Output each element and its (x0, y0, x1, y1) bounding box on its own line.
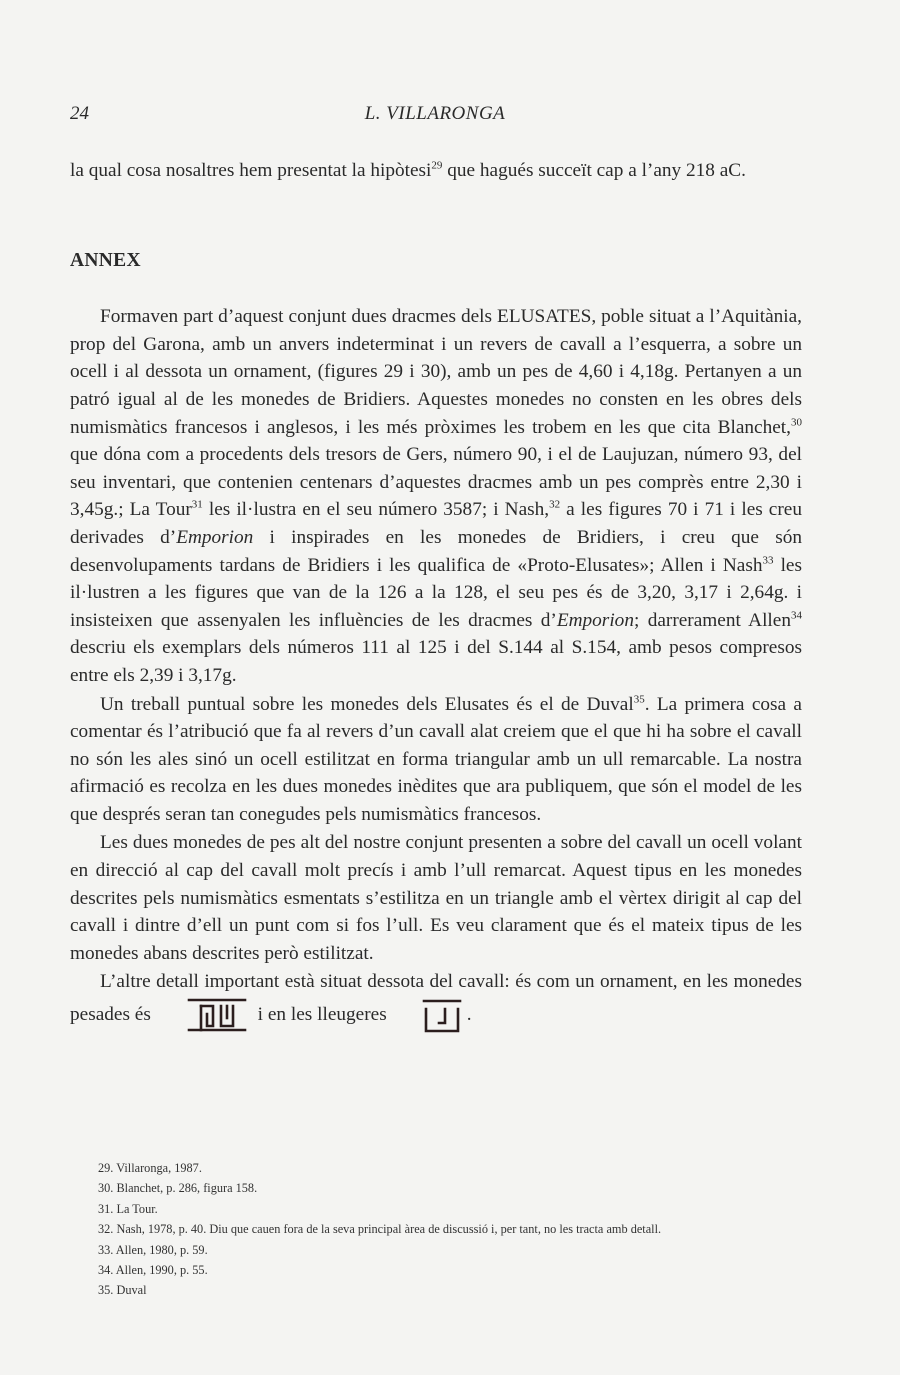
intro-paragraph (70, 157, 802, 185)
footnote-35: 35. Duval (98, 1283, 147, 1298)
running-author: L. VILLARONGA (364, 103, 506, 124)
hook-ornament-icon (391, 996, 463, 1043)
p4-text-1: L’altre detall important està situat dessota del cavall: és com un ornament, en les monedes pesades és (70, 971, 802, 1026)
footnote-32: 32. Nash, 1978, p. 40. Diu que cauen fora de la seva principal àrea de discussió i, per tant, no les tracta amb detall. (98, 1222, 662, 1237)
footnote-ref-33[interactable]: 33 (762, 554, 774, 567)
paragraph-2 (70, 691, 802, 829)
running-header (70, 103, 800, 133)
footnote-ref-32[interactable]: 32 (549, 498, 561, 511)
footnote-34: 34. Allen, 1990, p. 55. (98, 1263, 208, 1278)
page-number: 24 (70, 103, 89, 124)
footnote-30: 30. Blanchet, p. 286, figura 158. (98, 1181, 258, 1196)
p1-text-5: i inspirades en les monedes de Bridiers, i creu que són desenvolupaments tardans de Bridiers i les qualifica de «Proto-Elusates»; Allen i Nash (70, 526, 802, 576)
paragraph-4 (70, 968, 802, 1042)
paragraph-1 (70, 303, 802, 689)
footnote-ref-31[interactable]: 31 (191, 498, 203, 511)
footnote-ref-35[interactable]: 35 (633, 693, 645, 706)
p2-text-1: Un treball puntual sobre les monedes dels Elusates és el de Duval (100, 693, 634, 715)
intro-text-1: la qual cosa nosaltres hem presentat la hipòtesi (70, 160, 432, 181)
footnote-ref-30[interactable]: 30 (791, 416, 802, 429)
p1-italic-emporion-2: Emporion (556, 609, 634, 631)
meander-ornament-icon (155, 996, 249, 1043)
footnotes (98, 1158, 661, 1301)
section-title: ANNEX (70, 249, 141, 271)
p1-text-8: descriu els exemplars dels números 111 al 125 i del S.144 al S.154, amb pesos compresos entre els 2,39 i 3,17g. (70, 637, 802, 686)
p4-text-3: . (466, 1004, 472, 1026)
footnote-29: 29. Villaronga, 1987. (98, 1161, 202, 1175)
footnote-31: 31. La Tour. (98, 1201, 158, 1216)
p1-italic-emporion-1: Emporion (176, 526, 254, 548)
p1-text-2: que dóna com a procedents dels tresors de Gers, número 90, i el de Laujuzan, número 93, del seu inventari, que contenien centenars d’aquestes dracmes amb un pes comprès entre 2,30 i 3,45g.; La Tour (70, 444, 802, 521)
p1-text-7: ; darrerament Allen (633, 609, 791, 631)
paragraph-3: Les dues monedes de pes alt del nostre conjunt presenten a sobre del cavall un ocell volant en direcció al cap del cavall molt precís i amb l’ull remarcat. Aquest tipus en les monedes descrites pels numismàtics esmentats s’estilitza en un triangle amb el vèrtex dirigit al cap del cavall i dintre d’ell un punt com si fos l’ull. Es veu clarament que és el mateix tipus de les monedes abans descrites però estilitzat. (70, 832, 802, 964)
footnote-ref-29[interactable]: 29 (431, 159, 443, 172)
intro-text-2: que hagués succeït cap a l’any 218 aC. (442, 160, 746, 181)
footnote-33: 33. Allen, 1980, p. 59. (98, 1242, 208, 1257)
body-text (70, 157, 802, 1043)
p1-text-1: Formaven part d’aquest conjunt dues dracmes dels ELUSATES, poble situat a l’Aquitània, prop del Garona, amb un anvers indeterminat i un revers de cavall a l’esquerra, a sobre un ocell i al dessota un ornament, (figures 29 i 30), amb un pes de 4,60 i 4,18g. Pertanyen a un patró igual al de les monedes de Bridiers. Aquestes monedes no consten en les obres dels numismàtics francesos i anglesos, i les més pròximes les trobem en les que cita Blanchet, (70, 306, 802, 438)
p2-text-2: . La primera cosa a comentar és l’atribució que fa al revers d’un cavall alat creiem que el que hi ha sobre el cavall no són les ales sinó un ocell estilitzat en forma triangular amb un ull remarcable. La nostra afirmació es recolza en les dues monedes inèdites que ara publiquem, que són el model de les que després seran tan conegudes pels numismàtics francesos. (70, 693, 802, 825)
p1-text-6: les il·lustren a les figures que van de la 126 a la 128, el seu pes és de 3,20, 3,17 i 2,64g. i insisteixen que assenyalen les influències de les dracmes d’ (70, 554, 802, 631)
footnote-ref-34[interactable]: 34 (790, 609, 802, 622)
p1-text-4: a les figures 70 i 71 i les creu derivades d’ (70, 499, 802, 548)
p1-text-3: les il·lustra en el seu número 3587; i Nash, (202, 499, 550, 521)
p4-text-2: i en les lleugeres (252, 1004, 387, 1026)
